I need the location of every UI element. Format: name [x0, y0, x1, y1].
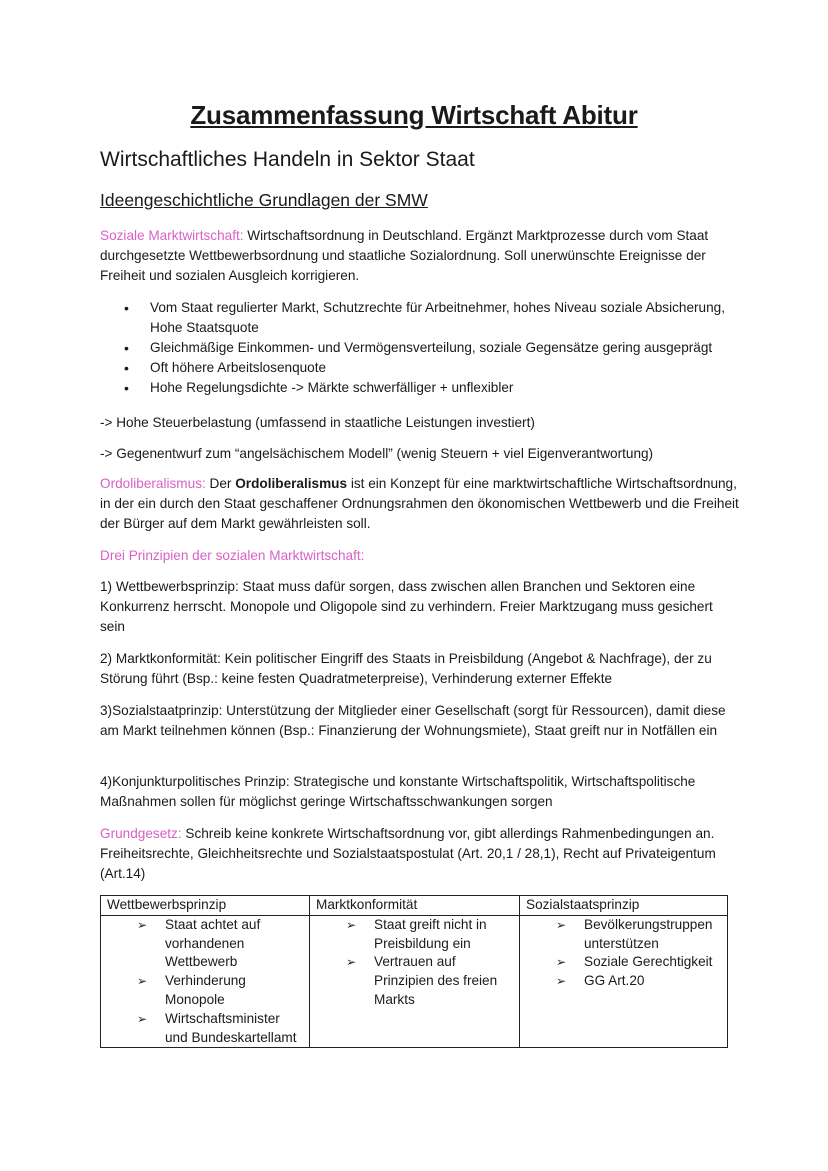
definition-text: ist ein Konzept für eine marktwirtschaftliche Wirtschaftsordnung, in der ein durch den Staat geschaffener Ordnungsrahmen den ökonomischen Wettbewerb und die Freiheit der Bürger auf dem Markt gewährleisten soll. [100, 476, 739, 531]
list-item: ➢ Staat achtet auf vorhandenen Wettbewerb [137, 916, 303, 972]
term-label: Soziale Marktwirtschaft: [100, 228, 244, 243]
document-title: Zusammenfassung Wirtschaft Abitur [190, 100, 638, 130]
principles-table [100, 895, 728, 1048]
list-item: ➢ Vertrauen auf Prinzipien des freien Markts [346, 953, 513, 1009]
cell-list [107, 916, 303, 1048]
column-header: Sozialstaatsprinzip [520, 896, 728, 916]
principle-4: 4)Konjunkturpolitisches Prinzip: Strategische und konstante Wirtschaftspolitik, Wirtschaftspolitische Maßnahmen sollen für möglichst geringe Wirtschaftsschwankungen sorgen [100, 774, 696, 809]
table-cell [310, 915, 520, 1048]
definition-text: Wirtschaftsordnung in Deutschland. Ergänzt Marktprozesse durch vom Staat durchgesetzte Wettbewerbsordnung und staatliche Sozialordnung. Soll unerwünschte Ereignisse der Freiheit und sozialen Ausgleich korrigieren. [100, 228, 709, 283]
table-row [101, 915, 728, 1048]
table-cell [520, 915, 728, 1048]
list-item: ➢ Verhinderung Monopole [137, 972, 303, 1010]
principles-heading: Drei Prinzipien der sozialen Marktwirtschaft: [100, 548, 365, 563]
list-item: ➢ Wirtschaftsminister und Bundeskartellamt [137, 1010, 303, 1048]
term-label: Ordoliberalismus: [100, 476, 206, 491]
column-header: Marktkonformität [310, 896, 520, 916]
bold-term: Ordoliberalismus [235, 476, 348, 491]
note-counter-model: -> Gegenentwurf zum “angelsächischem Modell” (wenig Steuern + viel Eigenverantwortung) [100, 446, 654, 461]
cell-list [316, 916, 513, 1010]
list-item: ➢ Bevölkerungstruppen unterstützen [556, 916, 721, 954]
term-label: Grundgesetz: [100, 826, 182, 841]
text-fragment: Der [205, 476, 236, 491]
note-tax-burden: -> Hohe Steuerbelastung (umfassend in staatliche Leistungen investiert) [100, 415, 535, 430]
subsection-heading: Ideengeschichtliche Grundlagen der SMW [100, 190, 428, 210]
cell-list [526, 916, 721, 991]
list-item: ➢ GG Art.20 [556, 972, 721, 991]
list-item: ➢ Staat greift nicht in Preisbildung ein [346, 916, 513, 954]
list-item: • Vom Staat regulierter Markt, Schutzrechte für Arbeitnehmer, hohes Niveau soziale Absicherung, Hohe Staatsquote [100, 298, 740, 338]
grundgesetz-paragraph [100, 824, 740, 884]
table-cell [101, 915, 310, 1048]
section-heading: Wirtschaftliches Handeln in Sektor Staat [100, 148, 475, 171]
list-item: • Oft höhere Arbeitslosenquote [100, 358, 740, 378]
list-item: ➢ Soziale Gerechtigkeit [556, 953, 721, 972]
list-item: • Gleichmäßige Einkommen- und Vermögensverteilung, soziale Gegensätze gering ausgeprägt [100, 338, 740, 358]
column-header: Wettbewerbsprinzip [101, 896, 310, 916]
definition-text: Schreib keine konkrete Wirtschaftsordnung vor, gibt allerdings Rahmenbedingungen an. Freiheitsrechte, Gleichheitsrechte und Sozialstaatspostulat (Art. 20,1 / 28,1), Recht auf Privateigentum (Art.14) [100, 826, 716, 881]
soziale-marktwirtschaft-paragraph [100, 226, 740, 286]
principle-1: 1) Wettbewerbsprinzip: Staat muss dafür sorgen, dass zwischen allen Branchen und Sektoren eine Konkurrenz herrscht. Monopole und Oligopole sind zu verhindern. Freier Marktzugang muss gesichert sein [100, 579, 713, 634]
characteristics-list [100, 298, 740, 398]
principle-2: 2) Marktkonformität: Kein politischer Eingriff des Staats in Preisbildung (Angebot & Nachfrage), der zu Störung führt (Bsp.: keine festen Quadratmeterpreise), Verhinderung externer Effekte [100, 651, 712, 686]
principle-3: 3)Sozialstaatprinzip: Unterstützung der Mitglieder einer Gesellschaft (sorgt für Ressourcen), damit diese am Markt teilnehmen können (Bsp.: Finanzierung der Wohnungsmiete), Staat greift nur in Notfällen ein [100, 703, 726, 738]
ordoliberalismus-paragraph [100, 474, 740, 534]
list-item: • Hohe Regelungsdichte -> Märkte schwerfälliger + unflexibler [100, 378, 740, 398]
table-header-row [101, 896, 728, 916]
